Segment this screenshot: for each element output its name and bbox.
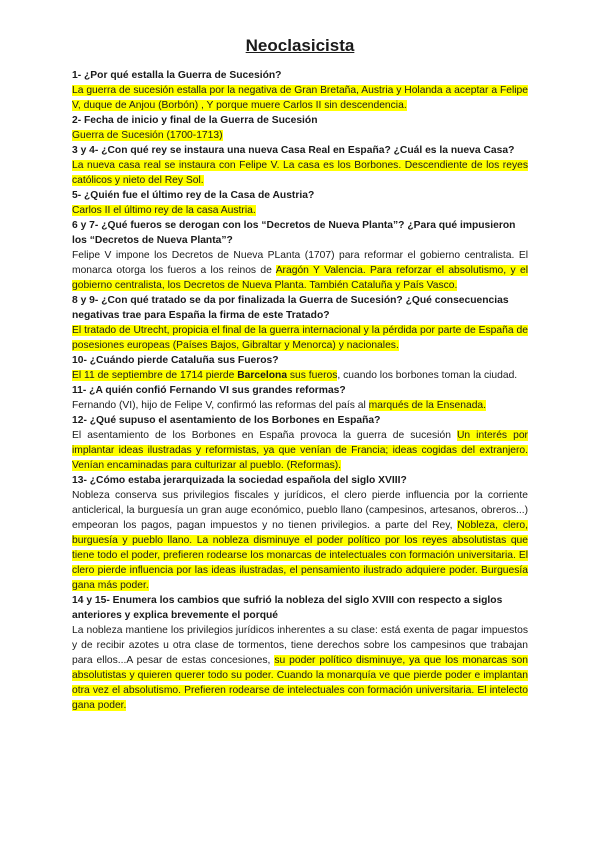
answer-3-highlight: La nueva casa real se instaura con Felipe V. La casa es los Borbones. Descendiente de los reyes católicos y nieto del Rey Sol. bbox=[72, 160, 528, 186]
answer-10-bold: Barcelona bbox=[237, 370, 288, 381]
question-11: 11- ¿A quién confió Fernando VI sus grandes reformas? bbox=[72, 385, 346, 396]
answer-14-text: La nobleza mantiene los privilegios jurídicos inherentes a su clase: está exenta de pagar impuestos y de recibir azotes u otra clase de tormentos, tiene derechos sobre los campesinos que trabajan para ellos...A pesar de estas concesiones, bbox=[72, 625, 528, 666]
answer-1-highlight: La guerra de sucesión estalla por la negativa de Gran Bretaña, Austria y Holanda a aceptar a Felipe V, duque de Anjou (Borbón) , Y porque muere Carlos II sin descendencia. bbox=[72, 85, 528, 111]
answer-10-highlight-b: sus fueros bbox=[287, 370, 338, 381]
answer-6-highlight: Aragón Y Valencia. Para reforzar el absolutismo, y el gobierno centralista, los Decretos de Nueva Planta. También Cataluña y País Vasco. bbox=[72, 265, 529, 291]
question-5: 5- ¿Quién fue el último rey de la Casa de Austria? bbox=[72, 190, 315, 201]
question-10: 10- ¿Cuándo pierde Cataluña sus Fueros? bbox=[72, 355, 279, 366]
answer-12-text: El asentamiento de los Borbones en España provoca la guerra de sucesión bbox=[72, 430, 457, 441]
answer-11 bbox=[72, 398, 528, 413]
answer-2 bbox=[72, 128, 528, 143]
page-title: Neoclasicista bbox=[245, 36, 355, 55]
answer-14-highlight: su poder político disminuye, ya que los monarcas son absolutistas y quieren querer todo su poder. Cuando la monarquía ve que pierde poder e implantan otra vez el absolutismo. Prefieren rodearse de intelectuales con formación universitaria. El intelecto gana poder. bbox=[72, 655, 529, 711]
answer-6 bbox=[72, 248, 528, 293]
answer-14 bbox=[72, 623, 528, 713]
document-page bbox=[72, 36, 528, 713]
answer-10-text: , cuando los borbones toman la ciudad. bbox=[337, 370, 518, 381]
question-13: 13- ¿Cómo estaba jerarquizada la sociedad española del siglo XVIII? bbox=[72, 475, 407, 486]
question-14: 14 y 15- Enumera los cambios que sufrió la nobleza del siglo XVIII con respecto a siglos anteriores y explica brevemente el porqué bbox=[72, 595, 503, 621]
answer-1 bbox=[72, 83, 528, 113]
answer-12-highlight: Un interés por implantar ideas ilustradas y reformistas, ya que venían de Francia; ideas cogidas del extranjero. Venían encaminadas para culturizar al pueblo. (Reformas). bbox=[72, 430, 528, 471]
answer-5 bbox=[72, 203, 528, 218]
answer-10-highlight-a: El 11 de septiembre de 1714 pierde bbox=[72, 370, 238, 381]
answer-10 bbox=[72, 368, 528, 383]
question-6: 6 y 7- ¿Qué fueros se derogan con los “Decretos de Nueva Planta”? ¿Para qué impusieron los “Decretos de Nueva Planta”? bbox=[72, 220, 516, 246]
answer-11-highlight: marqués de la Ensenada. bbox=[368, 400, 487, 411]
answer-13-text: Nobleza conserva sus privilegios fiscales y jurídicos, el clero pierde influencia por la corriente anticlerical, la burguesía un gran auge económico, pueblo llano (campesinos, artesanos, obreros...) empeoran los pagos, pagan impuestos y no tienen privilegios. a parte del Rey, bbox=[72, 490, 528, 531]
answer-13 bbox=[72, 488, 528, 593]
answer-8 bbox=[72, 323, 528, 353]
question-2: 2- Fecha de inicio y final de la Guerra de Sucesión bbox=[72, 115, 318, 126]
question-12: 12- ¿Qué supuso el asentamiento de los Borbones en España? bbox=[72, 415, 381, 426]
answer-6-text: Felipe V impone los Decretos de Nueva PLanta (1707) para reformar el gobierno centralista. El monarca otorga los fueros a los reinos de bbox=[72, 250, 528, 276]
answer-8-highlight: El tratado de Utrecht, propicia el final de la guerra internacional y la pérdida por parte de España de posesiones europeas (Países Bajos, Gibraltar y Menorca) y nacionales. bbox=[72, 325, 528, 351]
answer-2-highlight: Guerra de Sucesión (1700-1713) bbox=[72, 130, 223, 141]
question-8: 8 y 9- ¿Con qué tratado se da por finalizada la Guerra de Sucesión? ¿Qué consecuencias negativas trae para España la firma de este Tratado? bbox=[72, 295, 509, 321]
answer-5-highlight: Carlos II el último rey de la casa Austria. bbox=[72, 205, 256, 216]
answer-13-highlight: Nobleza, clero, burguesía y pueblo llano. La nobleza disminuye el poder político por los reyes absolutistas que tiene todo el poder, prefieren rodearse los monarcas de intelectuales con formación universitaria. El clero pierde influencia por las ideas ilustradas, el pensamiento ilustrado adquiere poder. Burguesía gana más poder. bbox=[72, 520, 529, 591]
answer-12 bbox=[72, 428, 528, 473]
question-1: 1- ¿Por qué estalla la Guerra de Sucesión? bbox=[72, 70, 282, 81]
answer-11-text: Fernando (VI), hijo de Felipe V, confirmó las reformas del país al bbox=[72, 400, 369, 411]
answer-3 bbox=[72, 158, 528, 188]
question-3: 3 y 4- ¿Con qué rey se instaura una nueva Casa Real en España? ¿Cuál es la nueva Casa? bbox=[72, 145, 515, 156]
